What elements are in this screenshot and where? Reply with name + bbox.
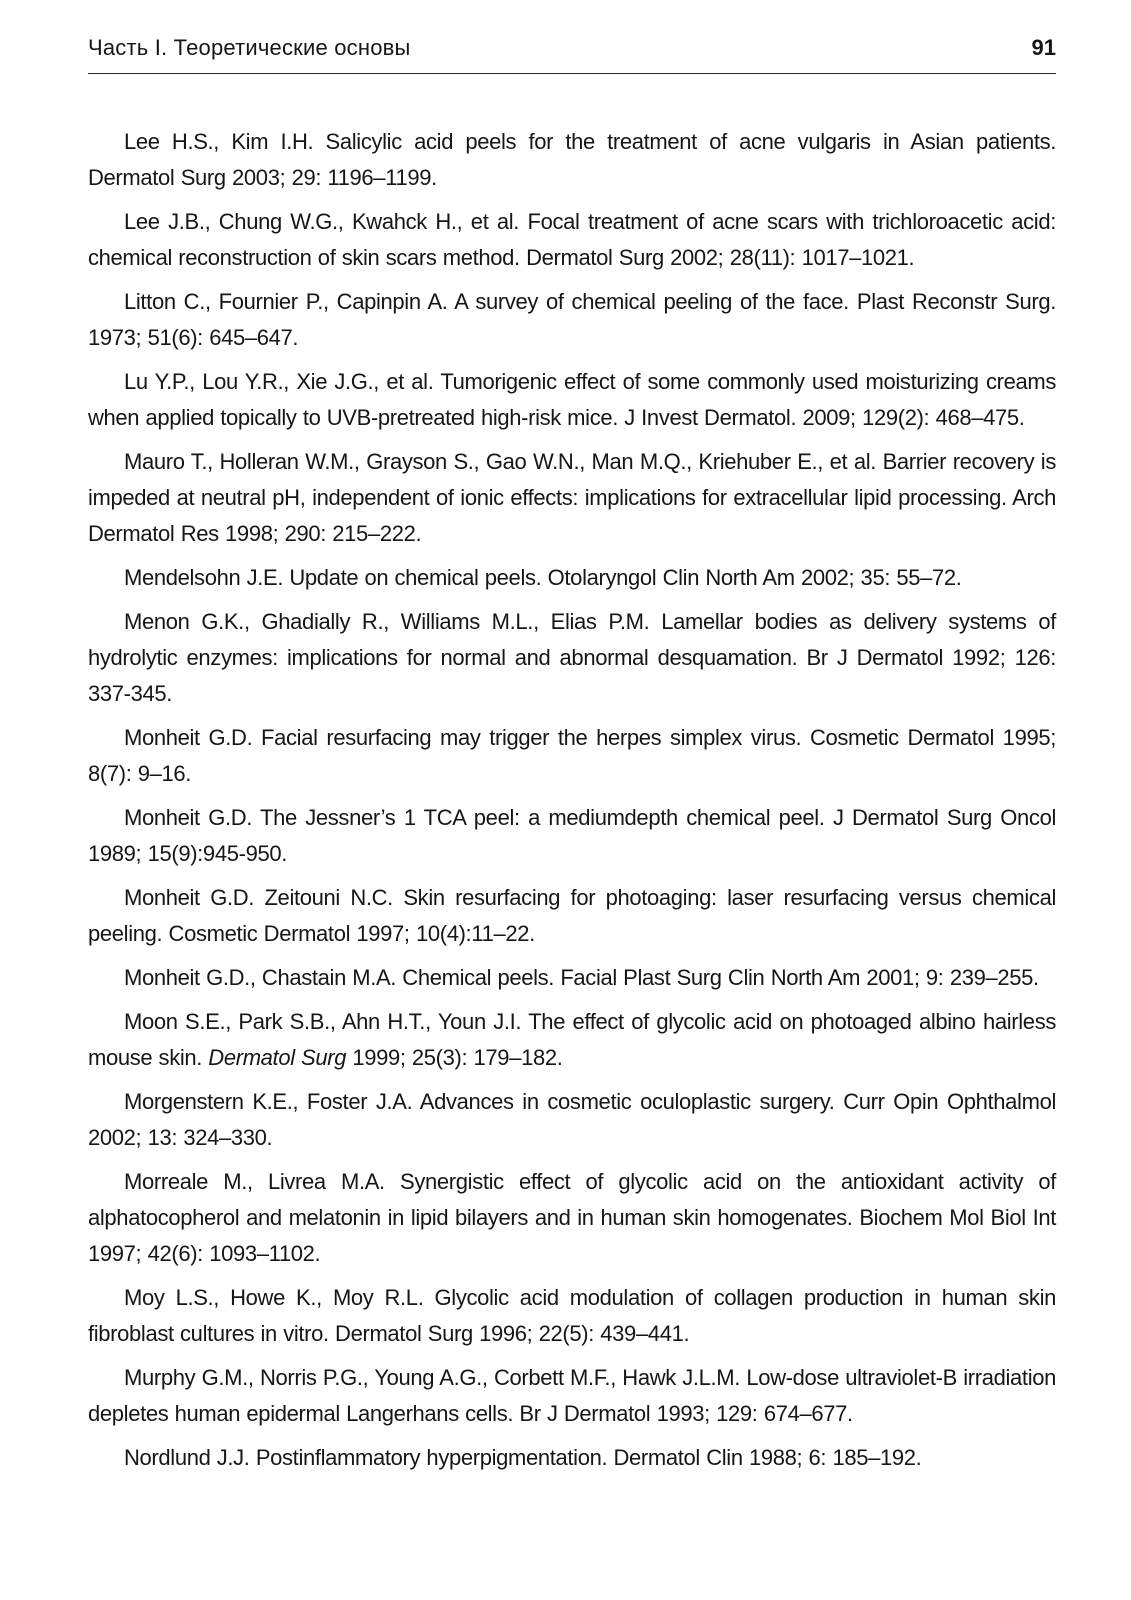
reference-text: 1999; 25(3): 179–182. <box>346 1045 563 1070</box>
reference-entry: Monheit G.D. The Jessner’s 1 TCA peel: a mediumdepth chemical peel. J Dermatol Surg Oncol 1989; 15(9):945-950. <box>88 805 1056 866</box>
reference-entry: Morgenstern K.E., Foster J.A. Advances in cosmetic oculoplastic surgery. Curr Opin Ophthalmol 2002; 13: 324–330. <box>88 1089 1056 1150</box>
reference-entry: Monheit G.D. Facial resurfacing may trigger the herpes simplex virus. Cosmetic Dermatol 1995; 8(7): 9–16. <box>88 725 1056 786</box>
reference-entry: Nordlund J.J. Postinflammatory hyperpigmentation. Dermatol Clin 1988; 6: 185–192. <box>124 1445 922 1470</box>
reference-entry <box>88 1004 1056 1076</box>
reference-entry: Morreale M., Livrea M.A. Synergistic effect of glycolic acid on the antioxidant activity of alphatocopherol and melatonin in lipid bilayers and in human skin homogenates. Biochem Mol Biol Int 1997; 42(6): 1093–1102. <box>88 1169 1056 1266</box>
reference-entry: Mendelsohn J.E. Update on chemical peels. Otolaryngol Clin North Am 2002; 35: 55–72. <box>124 565 962 590</box>
reference-entry: Menon G.K., Ghadially R., Williams M.L., Elias P.M. Lamellar bodies as delivery systems of hydrolytic enzymes: implications for normal and abnormal desquamation. Br J Dermatol 1992; 126: 337-345. <box>88 609 1056 706</box>
reference-entry: Monheit G.D. Zeitouni N.C. Skin resurfacing for photoaging: laser resurfacing versus chemical peeling. Cosmetic Dermatol 1997; 10(4):11–22. <box>88 885 1056 946</box>
reference-entry: Lee J.B., Chung W.G., Kwahck H., et al. Focal treatment of acne scars with trichloroacetic acid: chemical reconstruction of skin scars method. Dermatol Surg 2002; 28(11): 1017–1021. <box>88 209 1056 270</box>
running-header <box>88 34 1056 74</box>
reference-entry: Litton C., Fournier P., Capinpin A. A survey of chemical peeling of the face. Plast Reconstr Surg. 1973; 51(6): 645–647. <box>88 289 1056 350</box>
reference-entry: Murphy G.M., Norris P.G., Young A.G., Corbett M.F., Hawk J.L.M. Low-dose ultraviolet-B irradiation depletes human epidermal Langerhans cells. Br J Dermatol 1993; 129: 674–677. <box>88 1365 1056 1426</box>
reference-entry: Lu Y.P., Lou Y.R., Xie J.G., et al. Tumorigenic effect of some commonly used moisturizing creams when applied topically to UVB-pretreated high-risk mice. J Invest Dermatol. 2009; 129(2): 468–475. <box>88 369 1056 430</box>
page-number: 91 <box>1031 35 1056 60</box>
reference-entry: Lee H.S., Kim I.H. Salicylic acid peels for the treatment of acne vulgaris in Asian patients. Dermatol Surg 2003; 29: 1196–1199. <box>88 129 1056 190</box>
reference-entry: Mauro T., Holleran W.M., Grayson S., Gao W.N., Man M.Q., Kriehuber E., et al. Barrier recovery is impeded at neutral pH, independent of ionic effects: implications for extracellular lipid processing. Arch Dermatol Res 1998; 290: 215–222. <box>88 449 1056 546</box>
journal-title-italic: Dermatol Surg <box>208 1045 347 1070</box>
running-header-title: Часть I. Теоретические основы <box>88 35 411 60</box>
reference-text: Moon S.E., Park S.B., Ahn H.T., Youn J.I. The effect of glycolic acid on photoaged albino hairless mouse skin. <box>88 1009 1056 1070</box>
reference-entry: Moy L.S., Howe K., Moy R.L. Glycolic acid modulation of collagen production in human skin fibroblast cultures in vitro. Dermatol Surg 1996; 22(5): 439–441. <box>88 1285 1056 1346</box>
reference-entry: Monheit G.D., Chastain M.A. Chemical peels. Facial Plast Surg Clin North Am 2001; 9: 239–255. <box>124 965 1039 990</box>
reference-list <box>88 124 1056 1484</box>
header-divider <box>88 73 1056 74</box>
